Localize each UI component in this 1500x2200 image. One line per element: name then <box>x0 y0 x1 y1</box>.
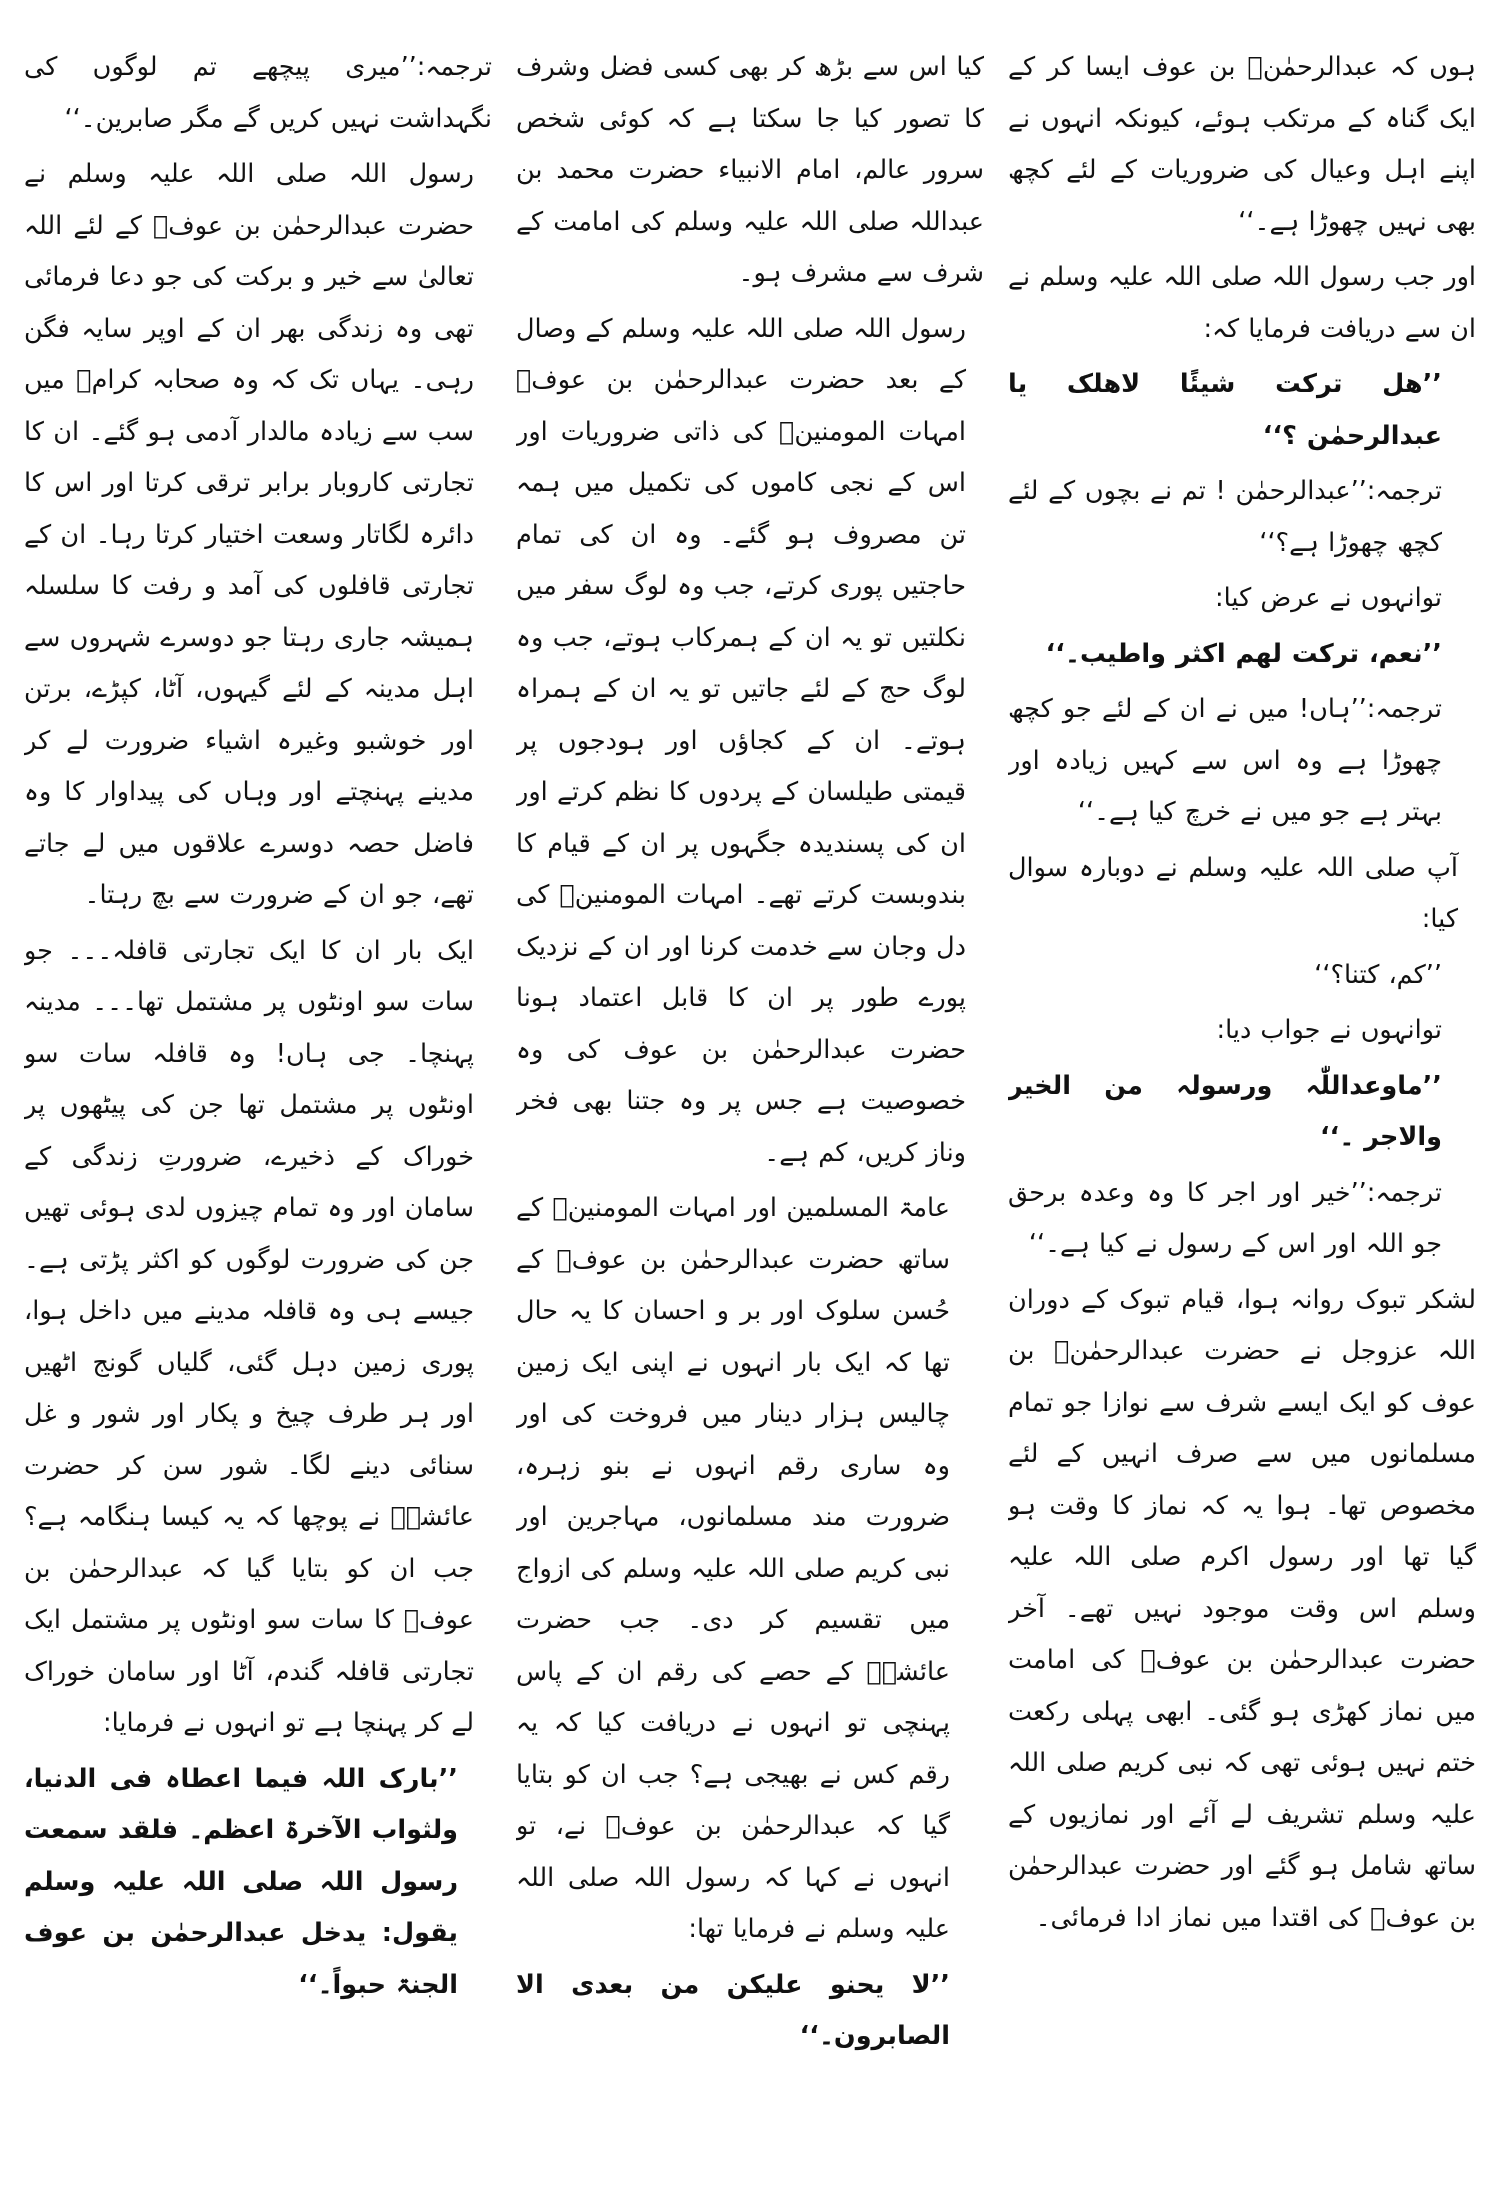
paragraph: عامۃ المسلمین اور امہات المومنینؓ کے ساتھ حضرت عبدالرحمٰن بن عوفؓ کے حُسن سلوک اور بر و احسان کا یہ حال تھا کہ ایک بار انہوں نے اپنی ایک زمین چالیس ہزار دینار میں فروخت کی اور وہ ساری رقم انہوں نے بنو زہرہ، ضرورت مند مسلمانوں، مہاجرین اور نبی کریم صلی اللہ علیہ وسلم کی ازواج میں تقسیم کر دی۔ جب حضرت عائشہؓ کے حصے کی رقم ان کے پاس پہنچی تو انہوں نے دریافت کیا کہ یہ رقم کس نے بھیجی ہے؟ جب ان کو بتایا گیا کہ عبدالرحمٰن بن عوفؓ نے، تو انہوں نے کہا کہ رسول اللہ صلی اللہ علیہ وسلم نے فرمایا تھا: <box>516 1193 950 1944</box>
text-column-middle <box>516 42 984 2160</box>
paragraph: ترجمہ:’’ہاں! میں نے ان کے لئے جو کچھ چھوڑا ہے وہ اس سے کہیں زیادہ اور بہتر ہے جو میں نے خرچ کیا ہے۔‘‘ <box>1008 694 1442 827</box>
paragraph: توانہوں نے عرض کیا: <box>1215 583 1442 613</box>
text-column-right <box>1008 42 1476 2160</box>
paragraph: ایک بار ان کا ایک تجارتی قافلہ۔۔۔ جو سات سو اونٹوں پر مشتمل تھا۔۔۔ مدینہ پہنچا۔ جی ہاں! وہ قافلہ سات سو اونٹوں پر مشتمل تھا جن کی پیٹھوں پر خوراک کے ذخیرے، ضرورتِ زندگی کے سامان اور وہ تمام چیزوں لدی ہوئی تھیں جن کی ضرورت لوگوں کو اکثر پڑتی ہے۔ جیسے ہی وہ قافلہ مدینے میں داخل ہوا، پوری زمین دہل گئی، گلیاں گونج اٹھیں اور ہر طرف چیخ و پکار اور شور و غل سنائی دینے لگا۔ شور سن کر حضرت عائشہؓ نے پوچھا کہ یہ کیسا ہنگامہ ہے؟ جب ان کو بتایا گیا کہ عبدالرحمٰن بن عوفؓ کا سات سو اونٹوں پر مشتمل ایک تجارتی قافلہ گندم، آٹا اور سامان خوراک لے کر پہنچا ہے تو انہوں نے فرمایا: <box>24 935 474 1738</box>
paragraph: لشکر تبوک روانہ ہوا، قیام تبوک کے دوران اللہ عزوجل نے حضرت عبدالرحمٰنؓ بن عوف کو ایک ایسے شرف سے نوازا جو تمام مسلمانوں میں سے صرف انہیں کے لئے مخصوص تھا۔ ہوا یہ کہ نماز کا وقت ہو گیا تھا اور رسول اکرم صلی اللہ علیہ وسلم اس وقت موجود نہیں تھے۔ آخر حضرت عبدالرحمٰن بن عوفؓ کی امامت میں نماز کھڑی ہو گئی۔ ابھی پہلی رکعت ختم نہیں ہوئی تھی کہ نبی کریم صلی اللہ علیہ وسلم تشریف لے آئے اور نمازیوں کے ساتھ شامل ہو گئے اور حضرت عبدالرحمٰن بن عوفؓ کی اقتدا میں نماز ادا فرمائی۔ <box>1008 1284 1476 1933</box>
paragraph: ’’ماوعداللّٰہ ورسولہ من الخیر والاجر ۔‘‘ <box>1008 1070 1442 1152</box>
paragraph: آپ صلی اللہ علیہ وسلم نے دوبارہ سوال کیا: <box>1008 852 1458 934</box>
paragraph: کیا اس سے بڑھ کر بھی کسی فضل وشرف کا تصور کیا جا سکتا ہے کہ کوئی شخص سرور عالم، امام الانبیاء حضرت محمد بن عبداللہ صلی اللہ علیہ وسلم کی امامت کے شرف سے مشرف ہو۔ <box>516 52 984 288</box>
paragraph: ’’بارک اللہ فیما اعطاہ فی الدنیا، ولثواب الآخرۃ اعظم۔ فلقد سمعت رسول اللہ صلی اللہ علیہ وسلم یقول: یدخل عبدالرحمٰن بن عوف الجنۃ حبواً۔‘‘ <box>24 1763 458 2000</box>
paragraph: ’’ھل ترکت شیئًا لاھلک یا عبدالرحمٰن ؟‘‘ <box>1008 369 1442 451</box>
paragraph: ترجمہ:’’میری پیچھے تم لوگوں کی نگہداشت نہیں کریں گے مگر صابرین۔‘‘ <box>24 52 492 134</box>
paragraph: ’’نعم، ترکت لھم اکثر واطیب۔‘‘ <box>1045 638 1442 669</box>
paragraph: ’’کم، کتنا؟‘‘ <box>1314 959 1442 990</box>
paragraph: ’’لا یحنو علیکن من بعدی الا الصابرون۔‘‘ <box>516 1969 950 2051</box>
paragraph: ترجمہ:’’عبدالرحمٰن ! تم نے بچوں کے لئے کچھ چھوڑا ہے؟‘‘ <box>1008 476 1442 558</box>
paragraph: ہوں کہ عبدالرحمٰنؓ بن عوف ایسا کر کے ایک گناہ کے مرتکب ہوئے، کیونکہ انہوں نے اپنے اہل وعیال کی ضروریات کے لئے کچھ بھی نہیں چھوڑا ہے۔‘‘ <box>1008 52 1476 237</box>
paragraph: رسول اللہ صلی اللہ علیہ وسلم نے حضرت عبدالرحمٰن بن عوفؓ کے لئے اللہ تعالیٰ سے خیر و برکت کی جو دعا فرمائی تھی وہ زندگی بھر ان کے اوپر سایہ فگن رہی۔ یہاں تک کہ وہ صحابہ کرامؓ میں سب سے زیادہ مالدار آدمی ہو گئے۔ ان کا تجارتی کاروبار برابر ترقی کرتا اور اس کا دائرہ لگاتار وسعت اختیار کرتا رہا۔ ان کے تجارتی قافلوں کی آمد و رفت کا سلسلہ ہمیشہ جاری رہتا جو دوسرے شہروں سے اہل مدینہ کے لئے گیہوں، آٹا، کپڑے، برتن اور خوشبو وغیرہ اشیاء ضرورت لے کر مدینے پہنچتے اور وہاں کی پیداوار کا وہ فاضل حصہ دوسرے علاقوں میں لے جاتے تھے، جو ان کے ضرورت سے بچ رہتا۔ <box>24 159 474 910</box>
paragraph: اور جب رسول اللہ صلی اللہ علیہ وسلم نے ان سے دریافت فرمایا کہ: <box>1008 262 1476 344</box>
paragraph: ترجمہ:’’خیر اور اجر کا وہ وعدہ برحق جو اللہ اور اس کے رسول نے کیا ہے۔‘‘ <box>1008 1177 1442 1259</box>
paragraph: رسول اللہ صلی اللہ علیہ وسلم کے وصال کے بعد حضرت عبدالرحمٰن بن عوفؓ امہات المومنینؓ کی ذاتی ضروریات اور اس کے نجی کاموں کی تکمیل میں ہمہ تن مصروف ہو گئے۔ وہ ان کی تمام حاجتیں پوری کرتے، جب وہ لوگ سفر میں نکلتیں تو یہ ان کے ہمرکاب ہوتے، جب وہ لوگ حج کے لئے جاتیں تو یہ ان کے ہمراہ ہوتے۔ ان کے کجاؤں اور ہودجوں پر قیمتی طیلسان کے پردوں کا نظم کرتے اور ان کی پسندیدہ جگہوں پر ان کے قیام کا بندوبست کرتے تھے۔ امہات المومنینؓ کی دل وجان سے خدمت کرنا اور ان کے نزدیک پورے طور پر ان کا قابل اعتماد ہونا حضرت عبدالرحمٰن بن عوف کی وہ خصوصیت ہے جس پر وہ جتنا بھی فخر وناز کریں، کم ہے۔ <box>516 313 966 1168</box>
text-column-left <box>24 42 492 2160</box>
paragraph: توانہوں نے جواب دیا: <box>1216 1015 1442 1045</box>
